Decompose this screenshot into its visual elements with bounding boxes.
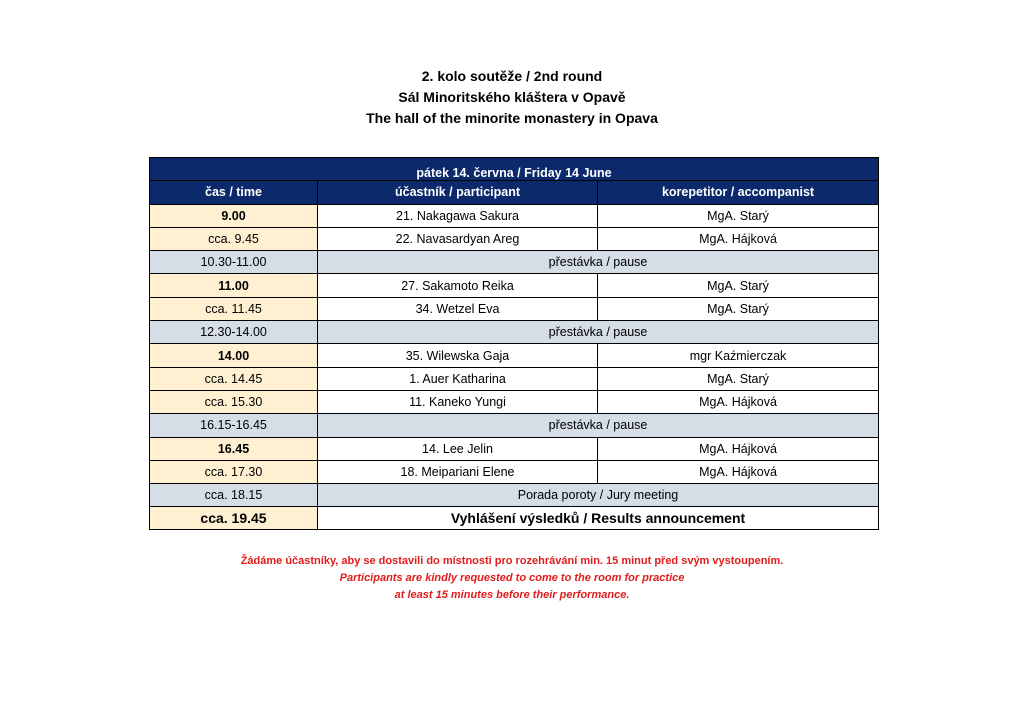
- round-title: 2. kolo soutěže / 2nd round: [421, 68, 603, 84]
- accompanist-cell: MgA. Starý: [598, 204, 879, 227]
- participant-cell: 14. Lee Jelin: [318, 437, 598, 460]
- time-cell: cca. 18.15: [150, 484, 318, 507]
- table-row: [150, 460, 879, 483]
- table-row: [150, 390, 879, 413]
- accompanist-cell: MgA. Starý: [598, 274, 879, 297]
- col-header-accompanist: korepetitor / accompanist: [598, 181, 879, 204]
- table-row: [150, 297, 879, 320]
- accompanist-cell: MgA. Hájková: [598, 437, 879, 460]
- table-row: [150, 204, 879, 227]
- time-cell: 14.00: [150, 344, 318, 367]
- time-cell: cca. 15.30: [150, 390, 318, 413]
- time-cell: 16.45: [150, 437, 318, 460]
- venue-en: The hall of the minorite monastery in Opava: [366, 110, 658, 126]
- participant-cell: 22. Navasardyan Areg: [318, 227, 598, 250]
- jury-meeting-row: [150, 484, 879, 507]
- pause-cell: přestávka / pause: [318, 251, 879, 274]
- col-header-time: čas / time: [150, 181, 318, 204]
- notice-en-line1: Participants are kindly requested to come to the room for practice: [339, 572, 685, 584]
- participant-cell: 11. Kaneko Yungi: [318, 390, 598, 413]
- participant-cell: 35. Wilewska Gaja: [318, 344, 598, 367]
- pause-cell: přestávka / pause: [318, 321, 879, 344]
- notice-en-line2: at least 15 minutes before their performance.: [394, 589, 630, 601]
- participant-cell: 27. Sakamoto Reika: [318, 274, 598, 297]
- time-cell: 11.00: [150, 274, 318, 297]
- table-row: [150, 227, 879, 250]
- table-row: [150, 367, 879, 390]
- page-header: [0, 66, 1024, 129]
- table-row: [150, 274, 879, 297]
- table-row: [150, 437, 879, 460]
- pause-row: [150, 321, 879, 344]
- accompanist-cell: MgA. Starý: [598, 367, 879, 390]
- participant-cell: 18. Meipariani Elene: [318, 460, 598, 483]
- venue-cz: Sál Minoritského kláštera v Opavě: [398, 89, 626, 105]
- notice: [0, 553, 1024, 604]
- time-cell: 9.00: [150, 204, 318, 227]
- col-header-participant: účastník / participant: [318, 181, 598, 204]
- time-cell: 16.15-16.45: [150, 414, 318, 437]
- schedule-table: [149, 157, 879, 530]
- day-header: pátek 14. června / Friday 14 June: [150, 158, 879, 181]
- participant-cell: 34. Wetzel Eva: [318, 297, 598, 320]
- accompanist-cell: mgr Kaźmierczak: [598, 344, 879, 367]
- time-cell: cca. 11.45: [150, 297, 318, 320]
- jury-meeting-cell: Porada poroty / Jury meeting: [318, 484, 879, 507]
- pause-row: [150, 251, 879, 274]
- time-cell: cca. 14.45: [150, 367, 318, 390]
- accompanist-cell: MgA. Hájková: [598, 227, 879, 250]
- accompanist-cell: MgA. Hájková: [598, 390, 879, 413]
- time-cell: 12.30-14.00: [150, 321, 318, 344]
- time-cell: 10.30-11.00: [150, 251, 318, 274]
- participant-cell: 1. Auer Katharina: [318, 367, 598, 390]
- results-announcement-cell: Vyhlášení výsledků / Results announcement: [318, 507, 879, 530]
- accompanist-cell: MgA. Hájková: [598, 460, 879, 483]
- accompanist-cell: MgA. Starý: [598, 297, 879, 320]
- pause-row: [150, 414, 879, 437]
- pause-cell: přestávka / pause: [318, 414, 879, 437]
- time-cell: cca. 9.45: [150, 227, 318, 250]
- table-row: [150, 344, 879, 367]
- day-header-row: [150, 158, 879, 181]
- results-row: [150, 507, 879, 530]
- notice-cz: Žádáme účastníky, aby se dostavili do místnosti pro rozehrávání min. 15 minut před svým vystoupením.: [240, 555, 784, 567]
- participant-cell: 21. Nakagawa Sakura: [318, 204, 598, 227]
- column-header-row: [150, 181, 879, 204]
- time-cell: cca. 17.30: [150, 460, 318, 483]
- time-cell: cca. 19.45: [150, 507, 318, 530]
